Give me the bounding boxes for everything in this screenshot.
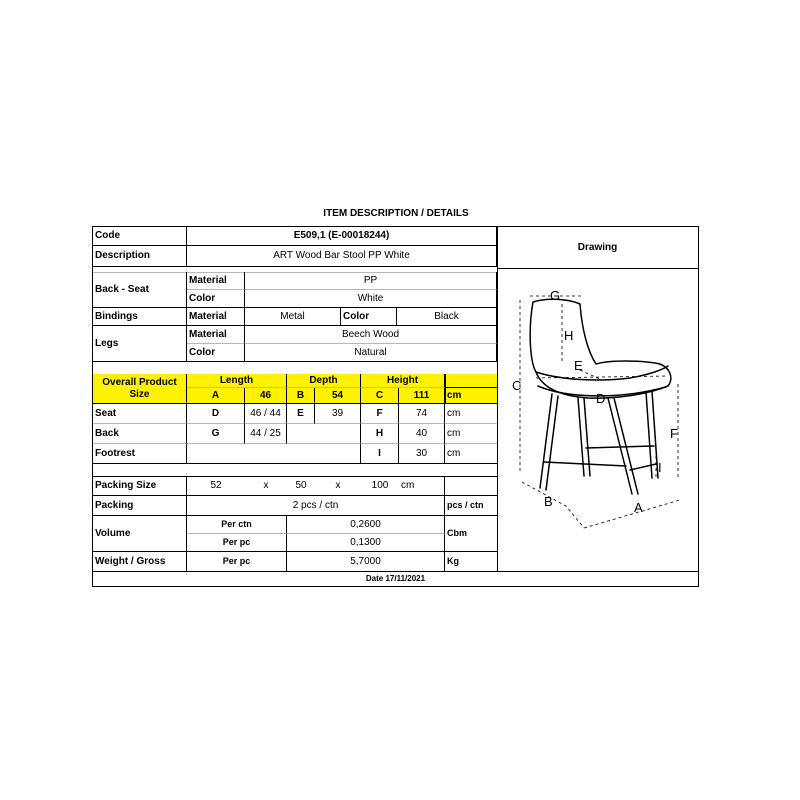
- seat-e-letter: E: [287, 404, 315, 424]
- dim-line-e: [580, 370, 602, 380]
- dim-c-letter: C: [361, 388, 399, 404]
- packing-unit: pcs / ctn: [445, 496, 497, 516]
- footrest-label: Footrest: [93, 444, 187, 464]
- dim-b-value: 54: [315, 388, 361, 404]
- dim-a-letter: A: [187, 388, 245, 404]
- back-label: Back: [93, 424, 187, 444]
- volume-unit: Cbm: [445, 516, 497, 552]
- bindings-material-value: Metal: [245, 308, 341, 326]
- volume-per-pc-label: Per pc: [187, 534, 287, 552]
- depth-header: Depth: [287, 374, 361, 388]
- seat-f-value: 74: [399, 404, 445, 424]
- seat-f-letter: F: [361, 404, 399, 424]
- packing-size-label: Packing Size: [93, 476, 187, 496]
- drawing-label-g: G: [550, 288, 561, 303]
- seat-e-value: 39: [315, 404, 361, 424]
- packing-size-width: 50: [287, 476, 315, 496]
- bindings-material-label: Material: [187, 308, 245, 326]
- stool-drawing: [500, 270, 696, 570]
- volume-per-ctn-label: Per ctn: [187, 516, 287, 534]
- packing-size-x2: x: [315, 476, 361, 496]
- dim-line-a: [584, 500, 680, 528]
- packing-size-x1: x: [245, 476, 287, 496]
- back-seat-color-label: Color: [187, 290, 245, 308]
- weight-label: Weight / Gross: [93, 552, 187, 572]
- dim-c-value: 111: [399, 388, 445, 404]
- packing-size-unit: cm: [399, 476, 445, 496]
- bindings-color-value: Black: [397, 308, 497, 326]
- seat-d-value: 46 / 44: [245, 404, 287, 424]
- weight-unit: Kg: [445, 552, 497, 572]
- legs-color-label: Color: [187, 344, 245, 362]
- back-seat-material-label: Material: [187, 272, 245, 290]
- back-seat-color-value: White: [245, 290, 497, 308]
- seat-d-letter: D: [187, 404, 245, 424]
- weight-value: 5,7000: [287, 552, 445, 572]
- back-seat-label: Back - Seat: [93, 272, 187, 308]
- drawing-label: Drawing: [497, 227, 698, 269]
- description-value: ART Wood Bar Stool PP White: [187, 246, 497, 267]
- overall-size-label-line2: Size: [129, 388, 150, 400]
- document-title: ITEM DESCRIPTION / DETAILS: [323, 208, 469, 219]
- packing-value: 2 pcs / ctn: [187, 496, 445, 516]
- seat-shell: [530, 299, 671, 398]
- overall-unit: cm: [445, 388, 497, 404]
- packing-label: Packing: [93, 496, 187, 516]
- stool-drawing-svg: [500, 270, 696, 570]
- drawing-label-b: B: [544, 494, 553, 509]
- description-label: Description: [93, 246, 187, 267]
- drawing-label-i: I: [658, 460, 662, 475]
- height-header: Height: [361, 374, 445, 388]
- overall-size-label: [93, 374, 187, 404]
- legs-material-label: Material: [187, 326, 245, 344]
- bindings-label: Bindings: [93, 308, 187, 326]
- code-label: Code: [93, 227, 187, 246]
- back-seat-material-value: PP: [245, 272, 497, 290]
- footrest-unit: cm: [445, 444, 497, 464]
- back-g-value: 44 / 25: [245, 424, 287, 444]
- code-value: E509,1 (E-00018244): [187, 227, 497, 246]
- legs-material-value: Beech Wood: [245, 326, 497, 344]
- back-h-letter: H: [361, 424, 399, 444]
- legs-color-value: Natural: [245, 344, 497, 362]
- packing-size-length: 52: [187, 476, 245, 496]
- drawing-label-h: H: [564, 328, 574, 343]
- drawing-label-e: E: [574, 358, 583, 373]
- overall-size-label-line1: Overall Product: [102, 376, 177, 388]
- drawing-label-d: D: [596, 391, 606, 406]
- back-g-letter: G: [187, 424, 245, 444]
- weight-per-pc-label: Per pc: [187, 552, 287, 572]
- seat-unit: cm: [445, 404, 497, 424]
- footrest-i-letter: I: [361, 444, 399, 464]
- back-h-value: 40: [399, 424, 445, 444]
- bindings-color-label: Color: [341, 308, 397, 326]
- volume-label: Volume: [93, 516, 187, 552]
- footrest-i-value: 30: [399, 444, 445, 464]
- drawing-label-f: F: [670, 426, 678, 441]
- volume-per-pc-value: 0,1300: [287, 534, 445, 552]
- seat-label: Seat: [93, 404, 187, 424]
- dim-a-value: 46: [245, 388, 287, 404]
- dim-line-b: [522, 482, 584, 528]
- date-footer: Date 17/11/2021: [365, 574, 426, 583]
- volume-per-ctn-value: 0,2600: [287, 516, 445, 534]
- dim-b-letter: B: [287, 388, 315, 404]
- length-header: Length: [187, 374, 287, 388]
- leg-back-left: [540, 394, 558, 490]
- packing-size-height: 100: [361, 476, 399, 496]
- drawing-label-a: A: [634, 500, 643, 515]
- drawing-label-c: C: [512, 378, 522, 393]
- footrest-bars: [544, 446, 656, 470]
- back-unit: cm: [445, 424, 497, 444]
- legs-label: Legs: [93, 326, 187, 362]
